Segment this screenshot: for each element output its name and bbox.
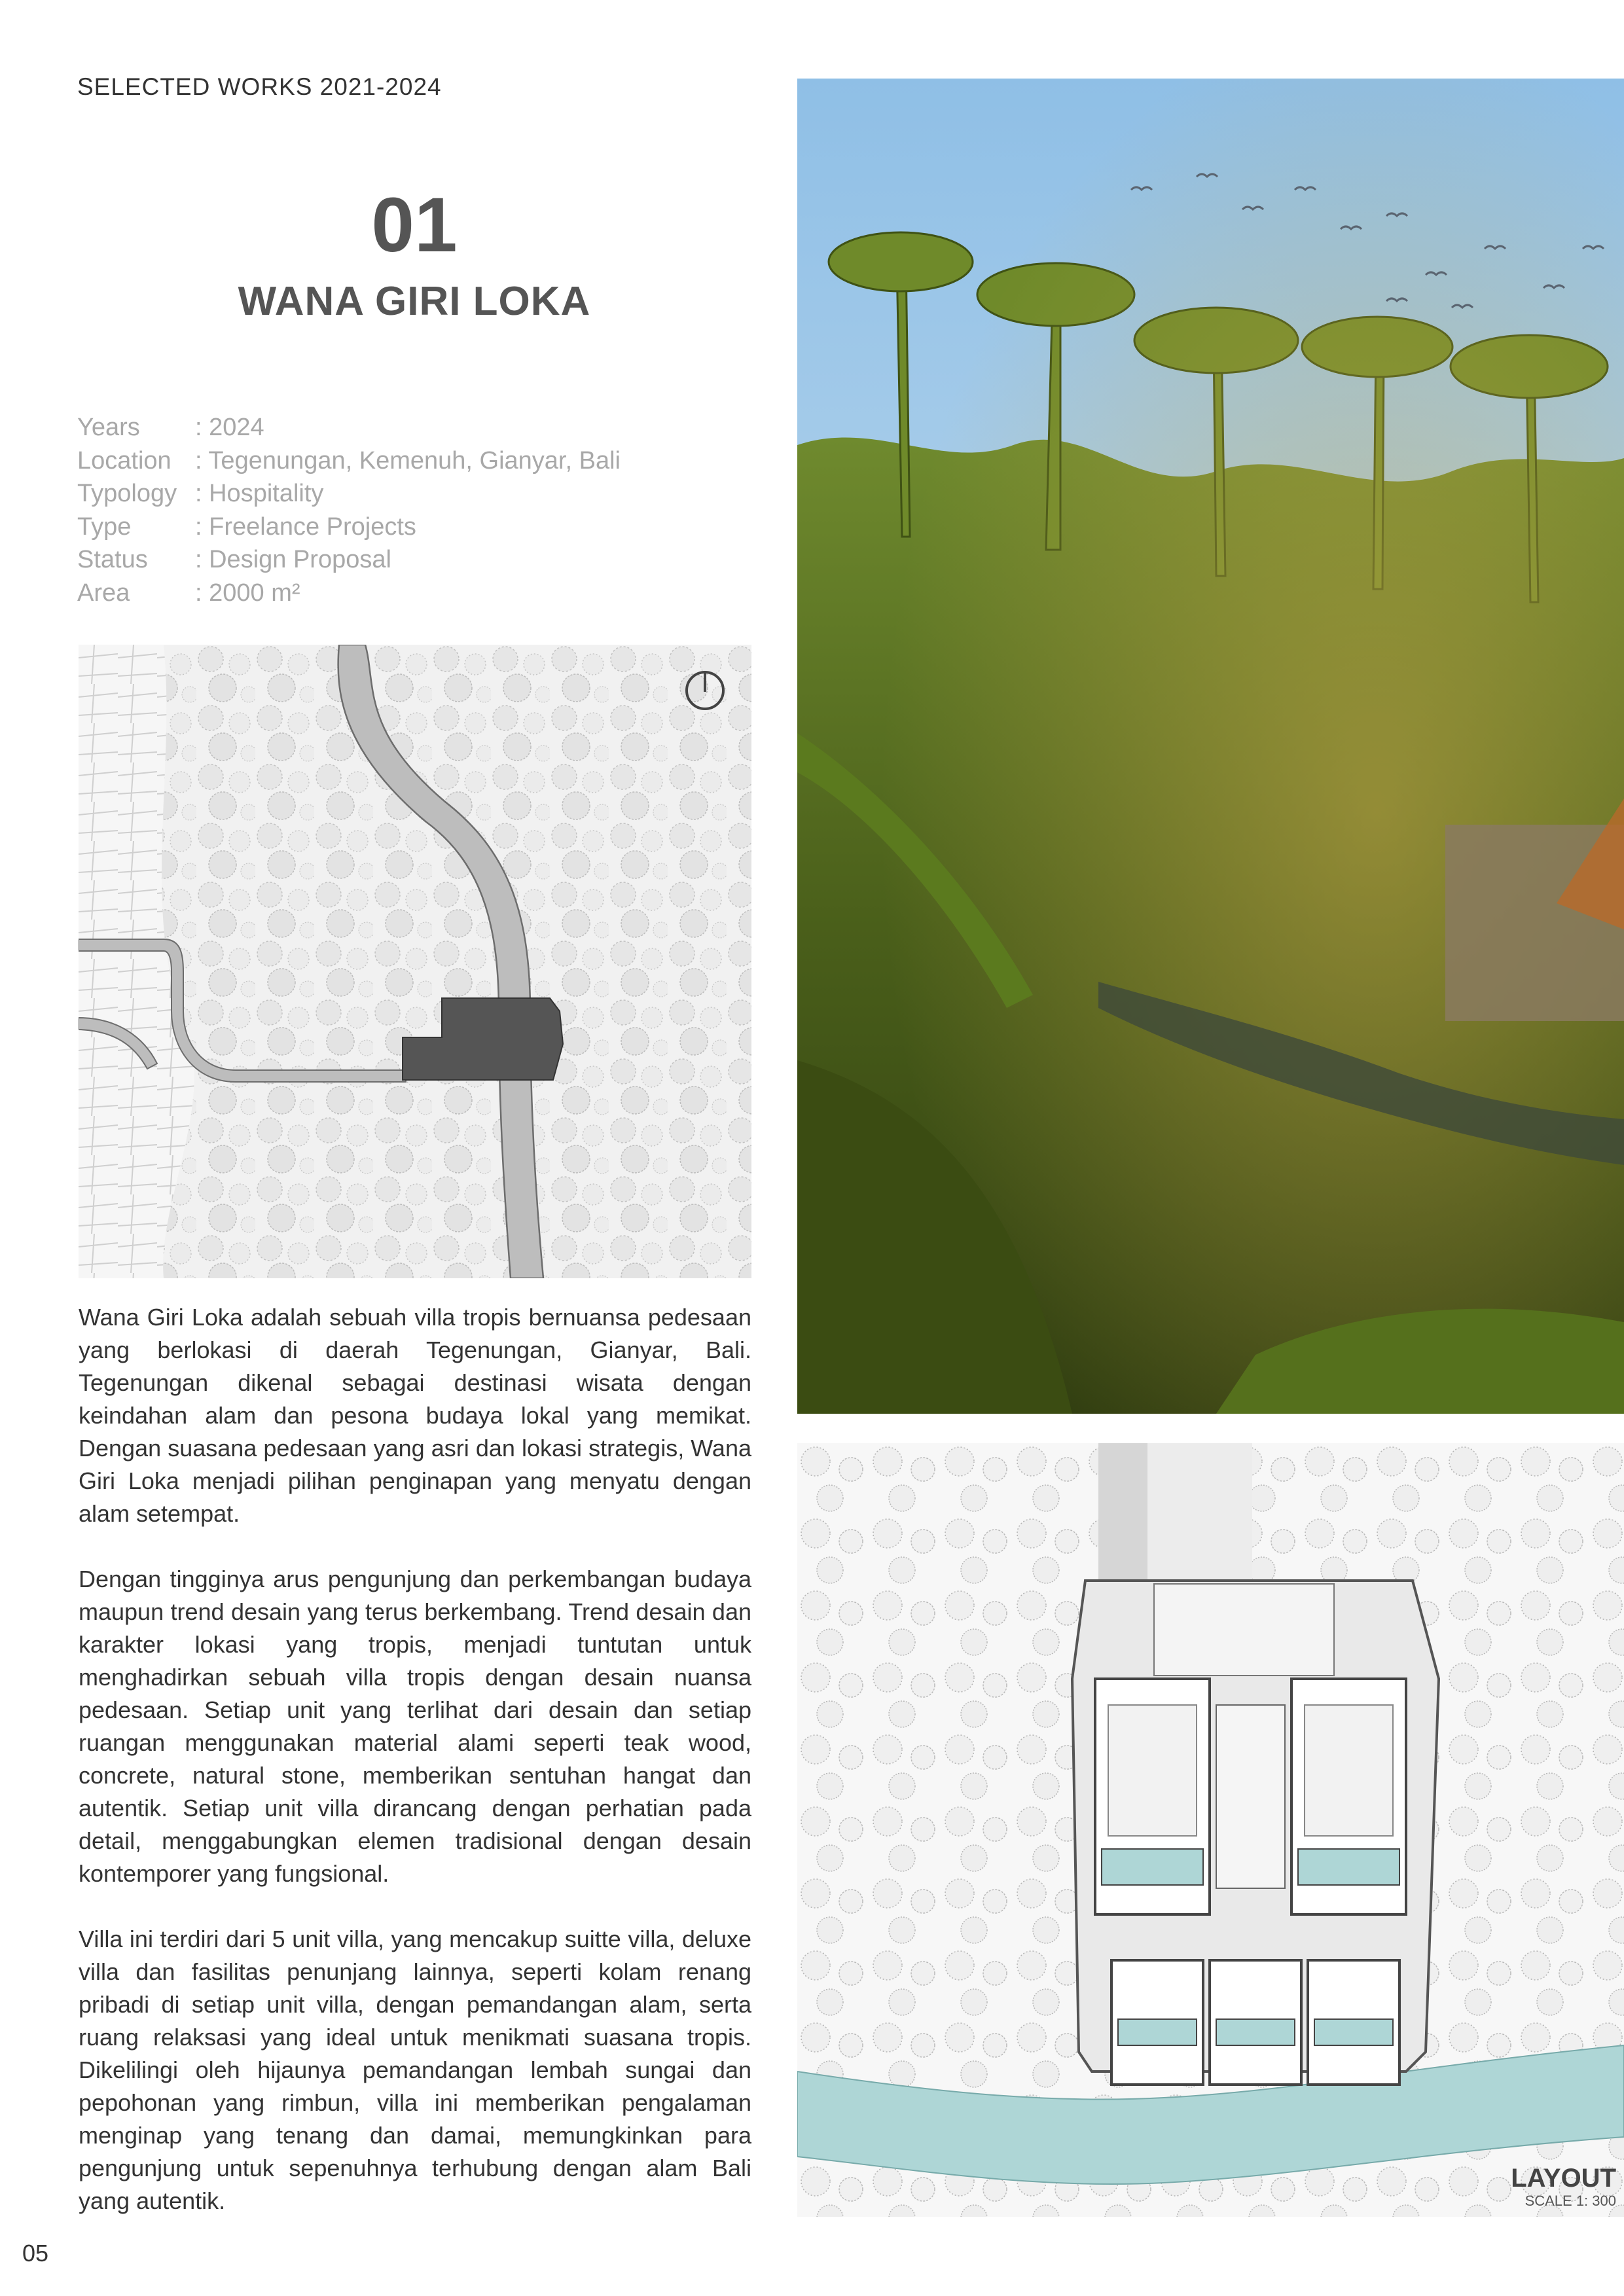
site-plan-drawing	[79, 645, 751, 1278]
page-number: 05	[22, 2240, 49, 2267]
project-description	[79, 1301, 751, 2250]
meta-row-typology	[77, 477, 621, 511]
meta-row-years	[77, 411, 621, 444]
layout-plan	[797, 1443, 1624, 2217]
render-illustration	[797, 79, 1624, 1414]
meta-key: Location	[77, 446, 171, 475]
section-header: SELECTED WORKS 2021-2024	[77, 73, 442, 100]
meta-key: Status	[77, 546, 148, 573]
layout-scale: SCALE 1: 300	[1525, 2193, 1616, 2209]
project-title: WANA GIRI LOKA	[238, 279, 591, 324]
meta-row-location	[77, 444, 621, 478]
meta-row-status	[77, 543, 621, 577]
description-paragraph: Dengan tingginya arus pengunjung dan perkembangan budaya maupun trend desain yang terus berkembang. Trend desain dan karakter lokasi yang tropis, menjadi tuntutan untuk menghadirkan sebuah villa tropis dengan desain nuansa pedesaan. Setiap unit yang terlihat dari desain dan setiap ruangan menggunakan material alami seperti teak wood, concrete, natural stone, memberikan sentuhan hangat dan autentik. Setiap unit villa dirancang dengan perhatian pada detail, menggabungkan elemen tradisional dengan desain kontemporer yang fungsional.	[79, 1566, 751, 1887]
meta-value: : 2000 m²	[195, 579, 300, 607]
exterior-render-image	[797, 79, 1624, 1414]
meta-value: : Hospitality	[195, 480, 324, 507]
meta-key: Area	[77, 579, 130, 607]
meta-row-area	[77, 577, 621, 610]
layout-label: LAYOUT	[1511, 2164, 1616, 2193]
description-paragraph: Wana Giri Loka adalah sebuah villa tropis bernuansa pedesaan yang berlokasi di daerah Tegenungan, Gianyar, Bali. Tegenungan dikenal sebagai destinasi wisata dengan keindahan alam dan pesona budaya lokal yang memikat. Dengan suasana pedesaan yang asri dan lokasi strategis, Wana Giri Loka menjadi pilihan penginapan yang menyatu dengan alam setempat.	[79, 1304, 751, 1527]
layout-plan-drawing	[797, 1443, 1624, 2217]
meta-key: Typology	[77, 480, 177, 507]
meta-value: : 2024	[195, 414, 264, 441]
site-plan	[79, 645, 751, 1278]
meta-key: Type	[77, 512, 132, 541]
meta-key: Years	[77, 414, 140, 441]
meta-value: : Design Proposal	[195, 546, 391, 573]
meta-value: : Freelance Projects	[195, 512, 416, 541]
project-number: 01	[371, 182, 458, 268]
meta-value: : Tegenungan, Kemenuh, Gianyar, Bali	[195, 446, 621, 475]
meta-row-type	[77, 511, 621, 544]
description-paragraph: Villa ini terdiri dari 5 unit villa, yang mencakup suitte villa, deluxe villa dan fasilitas penunjang lainnya, seperti kolam renang pribadi di setiap unit villa, dengan pemandangan alam, serta ruang relaksasi yang ideal untuk menikmati suasana tropis. Dikelilingi oleh hijaunya pemandangan lembah sungai dan pepohonan yang rimbun, villa ini memberikan pengalaman menginap yang tenang dan damai, memungkinkan para pengunjung untuk sepenuhnya terhubung dengan alam Bali yang autentik.	[79, 1926, 751, 2214]
project-meta	[77, 411, 621, 609]
